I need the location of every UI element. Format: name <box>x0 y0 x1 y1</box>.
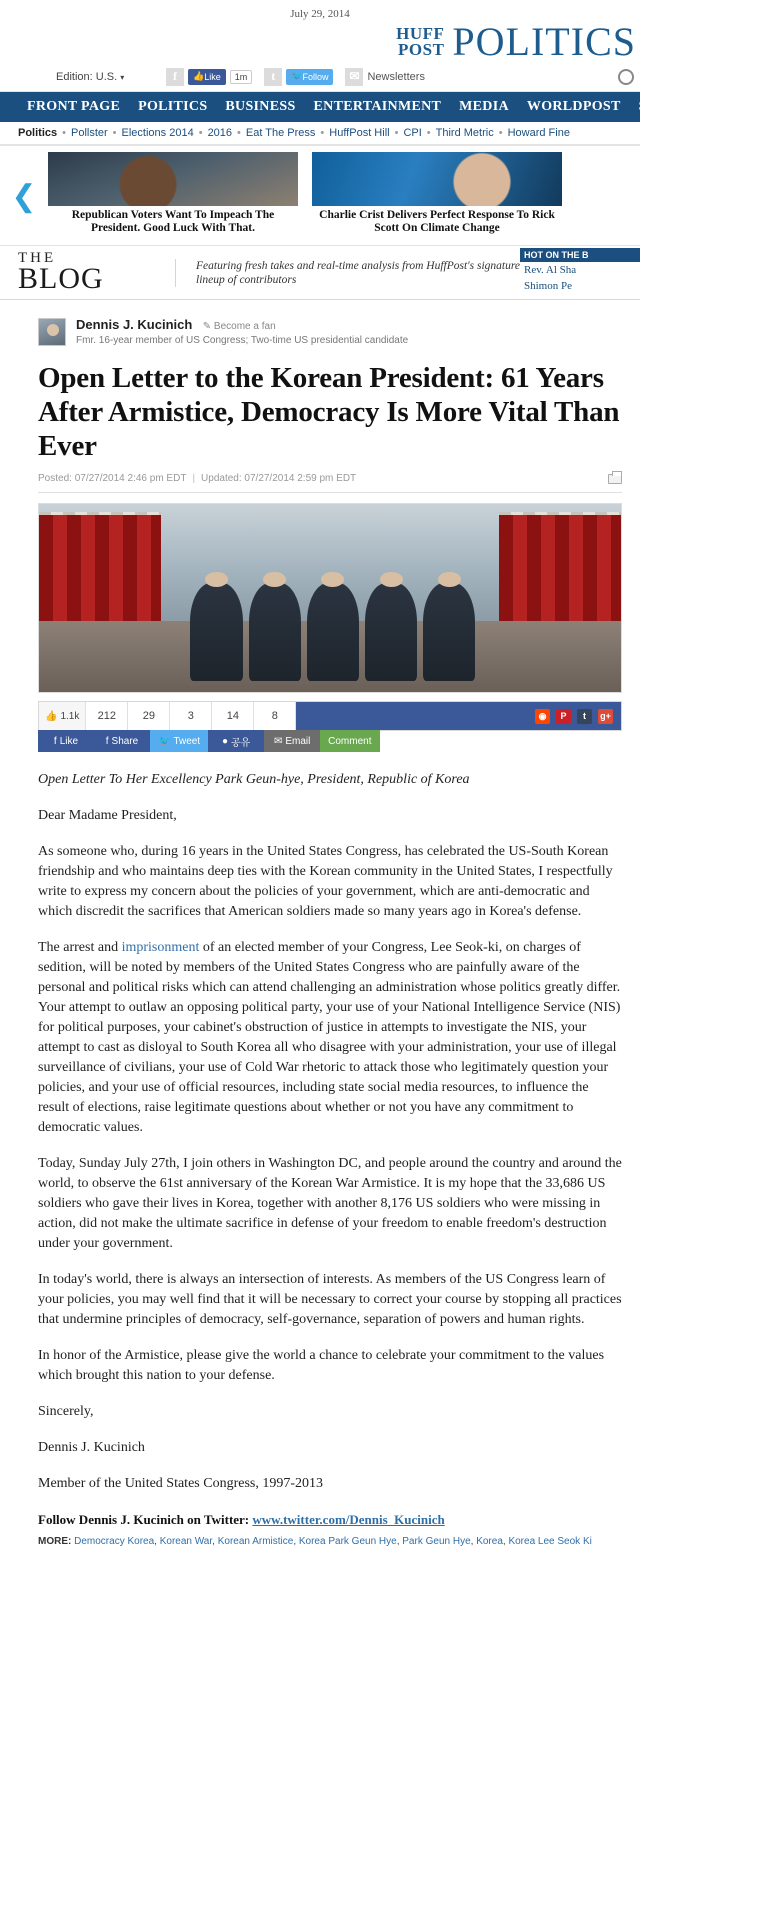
subnav-sep: • <box>237 127 241 139</box>
google-plus-icon[interactable]: g+ <box>598 709 613 724</box>
tags-row: MORE: Democracy Korea, Korean War, Korean Armistice, Korea Park Geun Hye, Park Geun Hye, Korea, Korea Lee Seok Ki <box>38 1536 592 1547</box>
timestamp-separator: | <box>192 473 196 484</box>
social-bar <box>0 66 640 92</box>
nav-item-worldpost[interactable]: WORLDPOST <box>526 99 621 114</box>
paragraph-3: Today, Sunday July 27th, I join others in Washington DC, and people around the country and around the world, to observe the 61st anniversary of the Korean War Armistice. It is my hope that the 33,686 US soldiers who gave their lives in Korea, together with another 8,176 US soldiers who were missing in action, did not make the ultimate sacrifice in defense of your freedom to enable freedom's destruction under your government. <box>38 1156 622 1251</box>
blog-logo-blog: BLOG <box>18 262 104 295</box>
facebook-share-cell[interactable] <box>160 67 258 87</box>
subnav-item-cpi[interactable]: CPI <box>403 127 422 139</box>
nav-item-entertainment[interactable]: ENTERTAINMENT <box>313 99 442 114</box>
article <box>0 300 640 1563</box>
facebook-like-button[interactable] <box>38 730 94 752</box>
newsletters-cell[interactable] <box>339 67 430 87</box>
carousel-caption: Republican Voters Want To Impeach The President. Good Luck With That. <box>71 209 275 234</box>
tag-korea-park-geun-hye[interactable]: Korea Park Geun Hye <box>298 1536 397 1547</box>
subnav-sep: • <box>198 127 203 139</box>
author-description: Fmr. 16-year member of US Congress; Two-time US presidential candidate <box>76 335 409 346</box>
printer-icon[interactable] <box>608 474 622 484</box>
page-title: Open Letter to the Korean President: 61 Years After Armistice, Democracy Is More Vital Than Ever <box>38 362 620 462</box>
blog-description: Featuring fresh takes and real-time analysis from HuffPost's signature lineup of contributors <box>175 259 520 287</box>
logo-line-1: HUFF <box>396 24 445 43</box>
top-date: July 29, 2014 <box>290 8 350 20</box>
edition-label: Edition: U.S. <box>56 70 118 83</box>
pinterest-icon[interactable]: P <box>556 709 571 724</box>
share-extra-icons <box>296 702 621 730</box>
fb-like-label: Like <box>204 71 221 82</box>
lead-paragraph: Open Letter To Her Excellency Park Geun-hye, President, Republic of Korea <box>38 772 470 787</box>
share-count-email: 14 <box>212 702 254 730</box>
fb-like-icon: 👍 <box>193 71 205 81</box>
twitter-share-cell[interactable] <box>258 67 339 87</box>
facebook-icon: f <box>105 735 109 747</box>
signature-title: Member of the United States Congress, 1997-2013 <box>38 1476 324 1491</box>
fb-like-count: 1m <box>230 70 253 84</box>
more-label: MORE: <box>38 1536 72 1547</box>
huffpost-logo[interactable] <box>396 26 452 58</box>
salutation: Dear Madame President, <box>38 808 177 823</box>
share-count-kakao: 3 <box>170 702 212 730</box>
become-a-fan-link[interactable]: ✎ Become a fan <box>202 321 276 332</box>
subnav-item-politics[interactable]: Politics <box>18 127 58 139</box>
subnav-item-huffpost-hill[interactable]: HuffPost Hill <box>329 127 390 139</box>
carousel-thumbnail <box>312 152 562 206</box>
nav-item-media[interactable]: MEDIA <box>459 99 509 114</box>
tag-democracy-korea[interactable]: Democracy Korea <box>74 1536 155 1547</box>
kakao-share-button[interactable] <box>208 730 264 752</box>
carousel-slide-1[interactable] <box>48 152 298 241</box>
share-bar <box>38 701 622 731</box>
tag-park-geun-hye[interactable]: Park Geun Hye <box>402 1536 471 1547</box>
tag-korean-armistice[interactable]: Korean Armistice <box>217 1536 294 1547</box>
nav-item-tech[interactable]: TECH <box>712 99 754 114</box>
email-button[interactable] <box>264 730 320 752</box>
subnav-sep: • <box>394 127 399 139</box>
paragraph-1: As someone who, during 16 years in the United States Congress, has celebrated the US-South Korean friendship and who maintains deep ties with the Korean community in the United States, I respectfully write to express my concern about the policies of your government, which are anti-democratic and which discredit the sacrifices that American soldiers made so many years ago in Korea's defense. <box>38 844 613 919</box>
subnav-sep: • <box>498 127 503 139</box>
author-name[interactable]: Dennis J. Kucinich <box>76 317 193 332</box>
paragraph-2 <box>38 938 622 1138</box>
fb-like-button[interactable] <box>188 69 226 85</box>
tag-korea-lee-seok-ki[interactable]: Korea Lee Seok Ki <box>508 1536 592 1547</box>
tweet-label: Tweet <box>173 735 201 747</box>
email-label: Email <box>285 735 311 747</box>
sub-nav <box>0 122 640 146</box>
tumblr-icon[interactable]: t <box>577 709 592 724</box>
thumbs-up-count: 1.1k <box>60 710 80 722</box>
share-thumbs-up[interactable] <box>39 702 86 730</box>
reddit-icon[interactable]: ◉ <box>535 709 550 724</box>
facebook-share-label: Share <box>111 735 139 747</box>
share-buttons <box>38 730 622 752</box>
hot-on-blog-header: HOT ON THE B <box>520 248 640 262</box>
chevron-down-icon: ▾ <box>120 72 125 82</box>
hero-image <box>38 503 622 693</box>
subnav-sep: • <box>62 127 66 139</box>
logo-line-2: POST <box>398 40 445 59</box>
newsletters-label: Newsletters <box>367 70 425 83</box>
twitter-follow-label: Follow <box>302 71 329 82</box>
twitter-icon: 🐦 <box>158 735 171 747</box>
paragraph-5: In honor of the Armistice, please give the world a chance to celebrate your commitment to the values which brought this nation to your defense. <box>38 1348 605 1383</box>
main-nav <box>0 92 754 122</box>
featured-carousel <box>0 146 640 246</box>
blog-band <box>0 246 640 300</box>
section-title: POLITICS <box>452 19 636 64</box>
signature-name: Dennis J. Kucinich <box>38 1440 145 1455</box>
timestamps <box>38 473 622 493</box>
carousel-prev-arrow-icon[interactable]: ❮ <box>11 179 37 213</box>
article-body <box>38 752 622 1494</box>
byline-text <box>76 318 408 347</box>
email-icon: ✉ <box>273 735 283 747</box>
twitter-icon: t <box>264 68 282 86</box>
carousel-caption: Charlie Crist Delivers Perfect Response To Rick Scott On Climate Change <box>319 209 555 234</box>
imprisonment-link[interactable]: imprisonment <box>121 940 200 955</box>
envelope-icon: ✉ <box>345 68 363 86</box>
facebook-icon: f <box>166 68 184 86</box>
share-count-facebook: 212 <box>86 702 128 730</box>
byline <box>38 318 622 347</box>
subnav-sep: • <box>320 127 325 139</box>
nav-item-business[interactable]: BUSINESS <box>225 99 296 114</box>
nav-item-sports[interactable]: SPORTS <box>638 99 695 114</box>
search-icon[interactable] <box>618 69 634 85</box>
nav-item-politics[interactable]: POLITICS <box>138 99 208 114</box>
follow-on-twitter <box>38 1512 622 1528</box>
paragraph-4: In today's world, there is always an intersection of interests. As members of the US Congress learn of your policies, you may well find that it will be necessary to correct your course by stopping all practices that undermine principles of democracy, self-governance, separation of powers and human rights. <box>38 1272 622 1327</box>
tag-korea[interactable]: Korea <box>476 1536 503 1547</box>
avatar[interactable] <box>38 318 66 346</box>
tweet-button[interactable] <box>150 730 208 752</box>
share-count-twitter: 29 <box>128 702 170 730</box>
comment-button[interactable] <box>320 730 379 752</box>
tag-korean-war[interactable]: Korean War <box>159 1536 213 1547</box>
twitter-bird-icon: 🐦 <box>291 71 303 81</box>
subnav-sep: • <box>112 127 117 139</box>
nav-item-front-page[interactable]: FRONT PAGE <box>27 99 121 114</box>
thumbs-up-icon: 👍 <box>45 710 58 722</box>
blog-logo[interactable] <box>0 251 175 294</box>
facebook-icon: f <box>53 735 57 747</box>
kakao-share-label: 공유 <box>231 737 251 749</box>
carousel-thumbnail <box>48 152 298 206</box>
subnav-item-third-metric[interactable]: Third Metric <box>435 127 494 139</box>
updated-timestamp: Updated: 07/27/2014 2:59 pm EDT <box>201 473 357 484</box>
paragraph-2-after: of an elected member of your Congress, Lee Seok-ki, on charges of sedition, will be noted by members of the United States Congress who are painfully aware of the personal and political risks which can attend challenging an administration whose politics greatly differ. Your attempt to outlaw an opposing political party, your use of your National Intelligence Service (NIS) for political purposes, your cabinet's obstruction of justice in attempts to investigate the NIS, your attempt to cast as disloyal to South Korea all who disagree with your administration, your use of illegal surveillance of civilians, your use of Cold War rhetoric to attack those who legitimately question your policies, and your use of official resources, including state social media resources, to influence the result of elections, raise legitimate questions about whether or not you have any commitment to democratic values. <box>38 940 621 1135</box>
closing: Sincerely, <box>38 1404 94 1419</box>
posted-timestamp: Posted: 07/27/2014 2:46 pm EDT <box>38 473 187 484</box>
twitter-profile-link[interactable]: www.twitter.com/Dennis_Kucinich <box>252 1512 445 1527</box>
follow-prefix: Follow Dennis J. Kucinich on Twitter: <box>38 1512 253 1527</box>
masthead <box>0 19 640 66</box>
subnav-item-howard-fine[interactable]: Howard Fine <box>507 127 570 139</box>
subnav-item-eat-the-press[interactable]: Eat The Press <box>245 127 316 139</box>
subnav-item-2016[interactable]: 2016 <box>207 127 233 139</box>
comment-label: Comment <box>328 735 372 747</box>
paragraph-2-before: The arrest and <box>38 940 122 955</box>
facebook-like-label: Like <box>59 735 79 747</box>
subnav-sep: • <box>426 127 431 139</box>
share-count-comment: 8 <box>254 702 296 730</box>
hot-item-2[interactable]: Shimon Pe <box>524 280 572 292</box>
facebook-share-button[interactable] <box>94 730 150 752</box>
hot-item-1[interactable]: Rev. Al Sha <box>524 264 577 276</box>
subnav-item-elections-2014[interactable]: Elections 2014 <box>121 127 194 139</box>
subnav-item-pollster[interactable]: Pollster <box>70 127 108 139</box>
carousel-slide-2[interactable] <box>312 152 562 241</box>
edition-selector[interactable] <box>0 71 160 83</box>
kakao-icon: ● <box>221 735 228 747</box>
twitter-follow-button[interactable] <box>286 69 333 85</box>
blog-logo-the: THE <box>18 250 57 266</box>
hot-on-blog-box <box>520 246 640 299</box>
